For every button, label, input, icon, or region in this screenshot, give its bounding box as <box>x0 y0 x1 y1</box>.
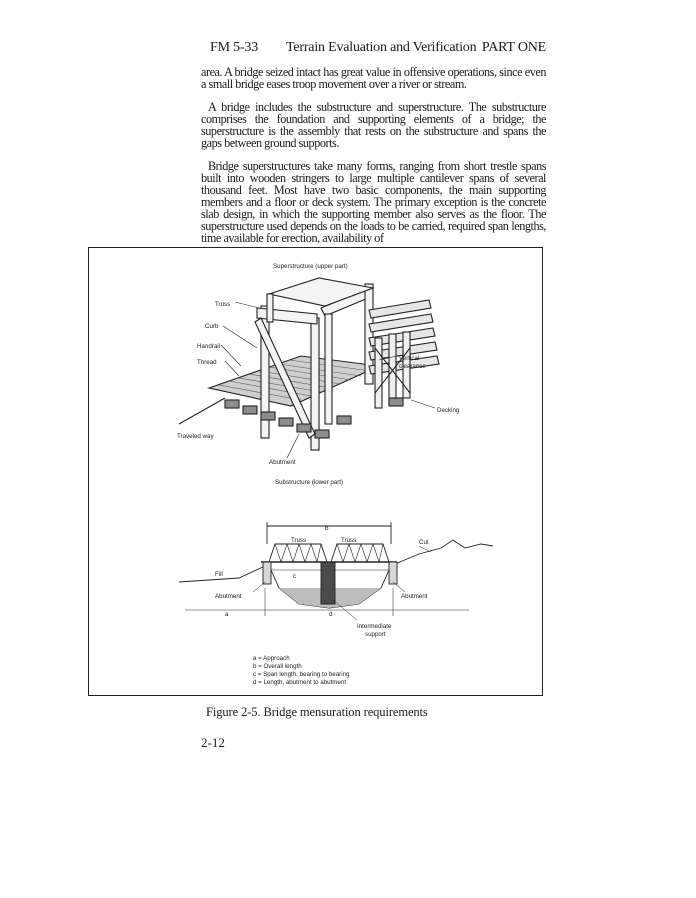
paragraph-2: A bridge includes the substructure and superstructure. The substructure comprises the foundation and supporting elements of a bridge; the superstructure is the assembly that rests on the substructure and spans the gaps between ground supports. <box>201 100 546 150</box>
label-fill: Fill <box>215 571 223 578</box>
label-handrail: Handrail <box>197 343 221 350</box>
label-intermediate-support <box>357 623 393 638</box>
label-traveled-way: Traveled way <box>177 433 214 440</box>
legend-c: c = Span length, bearing to bearing <box>253 671 350 678</box>
manual-code: FM 5-33 <box>210 40 258 55</box>
bridge-figure <box>89 248 544 697</box>
dim-b: b <box>325 525 329 532</box>
page-number: 2-12 <box>201 735 225 750</box>
paragraph-3: Bridge superstructures take many forms, ranging from short trestle spans built into wooden stringers to large multiple cantilever spans of several thousand feet. Most have two basic components, the main supporting members and a floor or deck system. The primary exception is the concrete slab design, in which the supporting member also serves as the floor. The superstructure used depends on the loads to be carried, required span lengths, time available for erection, availability of <box>201 159 546 245</box>
label-truss-left: Truss <box>291 537 307 544</box>
dim-d: d <box>329 611 333 618</box>
label-abutment-top: Abutment <box>269 459 296 466</box>
label-cut: Cut <box>419 539 429 546</box>
label-truss-right: Truss <box>341 537 357 544</box>
bridge-elevation-drawing <box>179 522 493 620</box>
dim-a: a <box>225 611 229 618</box>
intermediate-support-line-1: Intermediate <box>357 623 392 630</box>
figure-caption: Figure 2-5. Bridge mensuration requirements <box>206 705 428 719</box>
page-header <box>210 40 546 60</box>
part-label: PART ONE <box>481 40 546 55</box>
label-superstructure: Superstructure (upper part) <box>273 263 348 270</box>
label-curb: Curb <box>205 323 219 330</box>
running-title: Terrain Evaluation and Verification <box>286 40 477 55</box>
vertical-clearance-line-1: Vertical <box>399 355 420 362</box>
paragraph-1: area. A bridge seized intact has great value in offensive operations, since even a small bridge eases troop movement over a river or stream. <box>201 65 546 91</box>
legend-d: d = Length, abutment to abutment <box>253 679 347 686</box>
label-truss: Truss <box>215 301 231 308</box>
label-thread: Thread <box>197 359 217 366</box>
body-text <box>201 66 546 255</box>
legend-a: a = Approach <box>253 655 290 662</box>
label-decking: Decking <box>437 407 460 414</box>
figure-legend <box>253 655 350 686</box>
figure-frame <box>88 247 543 696</box>
dim-c: c <box>293 573 297 580</box>
intermediate-support-line-2: support <box>365 631 386 638</box>
label-abutment-left: Abutment <box>215 593 242 600</box>
label-abutment-right: Abutment <box>401 593 428 600</box>
legend-b: b = Overall length <box>253 663 302 670</box>
label-substructure: Substructure (lower part) <box>275 479 344 486</box>
label-vertical-clearance <box>399 355 426 370</box>
vertical-clearance-line-2: clearance <box>399 363 426 370</box>
